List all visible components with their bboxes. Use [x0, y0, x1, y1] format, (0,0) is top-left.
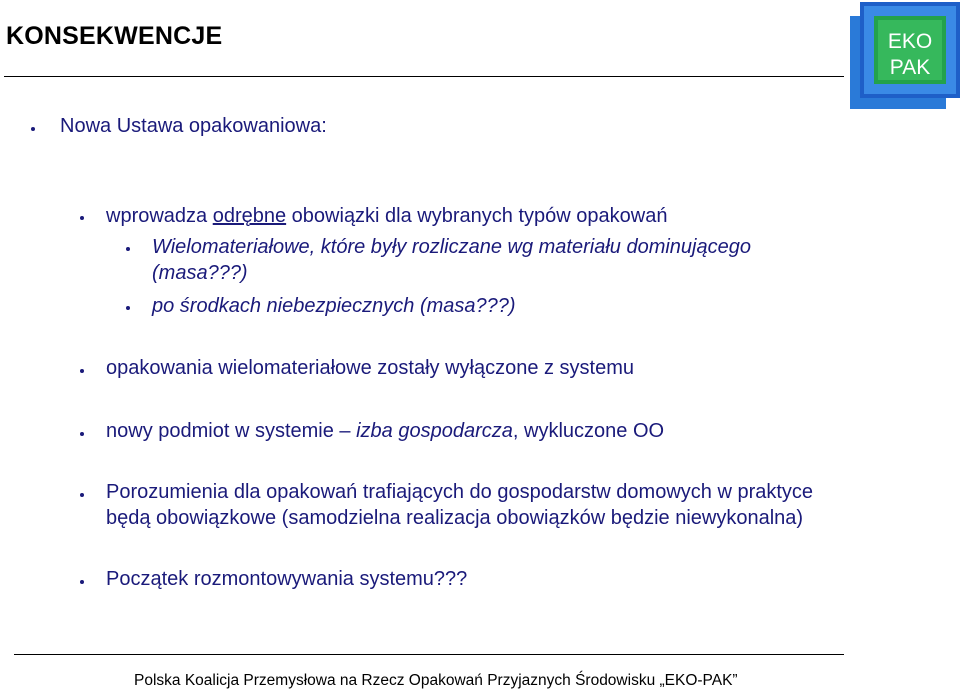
bullet-poczatek-rozmontowywania: Początek rozmontowywania systemu??? — [106, 568, 468, 590]
bullet-dot — [80, 369, 84, 373]
bullet-dot — [80, 216, 84, 220]
footer-divider — [14, 654, 844, 655]
bullet-nowy-podmiot — [106, 420, 664, 443]
sub-bullet-srodki-niebezpieczne: po środkach niebezpiecznych (masa???) — [152, 295, 516, 317]
bullet-porozumienia-line1: Porozumienia dla opakowań trafiających do gospodarstw domowych w praktyce — [106, 481, 814, 503]
bullet-nowa-ustawa: Nowa Ustawa opakowaniowa: — [60, 115, 327, 137]
slide-title: KONSEKWENCJE — [6, 22, 223, 50]
bullet-wprowadza-underlined: odrębne — [212, 205, 287, 227]
bullet-dot — [31, 127, 35, 131]
bullet-wprowadza-pre: wprowadza — [106, 205, 213, 227]
bullet-nowy-podmiot-pre: nowy podmiot w systemie – — [106, 420, 357, 442]
sub-bullet-wielomaterialowe-line1: Wielomateriałowe, które były rozliczane wg materiału dominującego — [152, 236, 751, 258]
bullet-wprowadza — [106, 205, 667, 228]
bullet-porozumienia-line2: będą obowiązkowe (samodzielna realizacja obowiązków będzie niewykonalna) — [106, 507, 804, 529]
bullet-dot — [80, 580, 84, 584]
title-divider — [4, 76, 844, 77]
sub-bullet-wielomaterialowe-line2: (masa???) — [152, 262, 248, 284]
bullet-nowy-podmiot-post: , wykluczone OO — [512, 420, 665, 442]
bullet-opakowania-wylaczone: opakowania wielomateriałowe zostały wyłączone z systemu — [106, 357, 635, 379]
sub-bullet-dot — [126, 247, 130, 251]
eko-pak-logo — [850, 2, 960, 109]
sub-bullet-dot — [126, 306, 130, 310]
logo-text-eko: EKO — [887, 30, 933, 53]
bullet-dot — [80, 493, 84, 497]
bullet-dot — [80, 432, 84, 436]
logo-text-pak: PAK — [889, 56, 931, 79]
footer-text: Polska Koalicja Przemysłowa na Rzecz Opakowań Przyjaznych Środowisku „EKO-PAK” — [134, 672, 738, 689]
bullet-nowy-podmiot-italic: izba gospodarcza — [356, 420, 513, 442]
bullet-wprowadza-post: obowiązki dla wybranych typów opakowań — [286, 205, 668, 227]
